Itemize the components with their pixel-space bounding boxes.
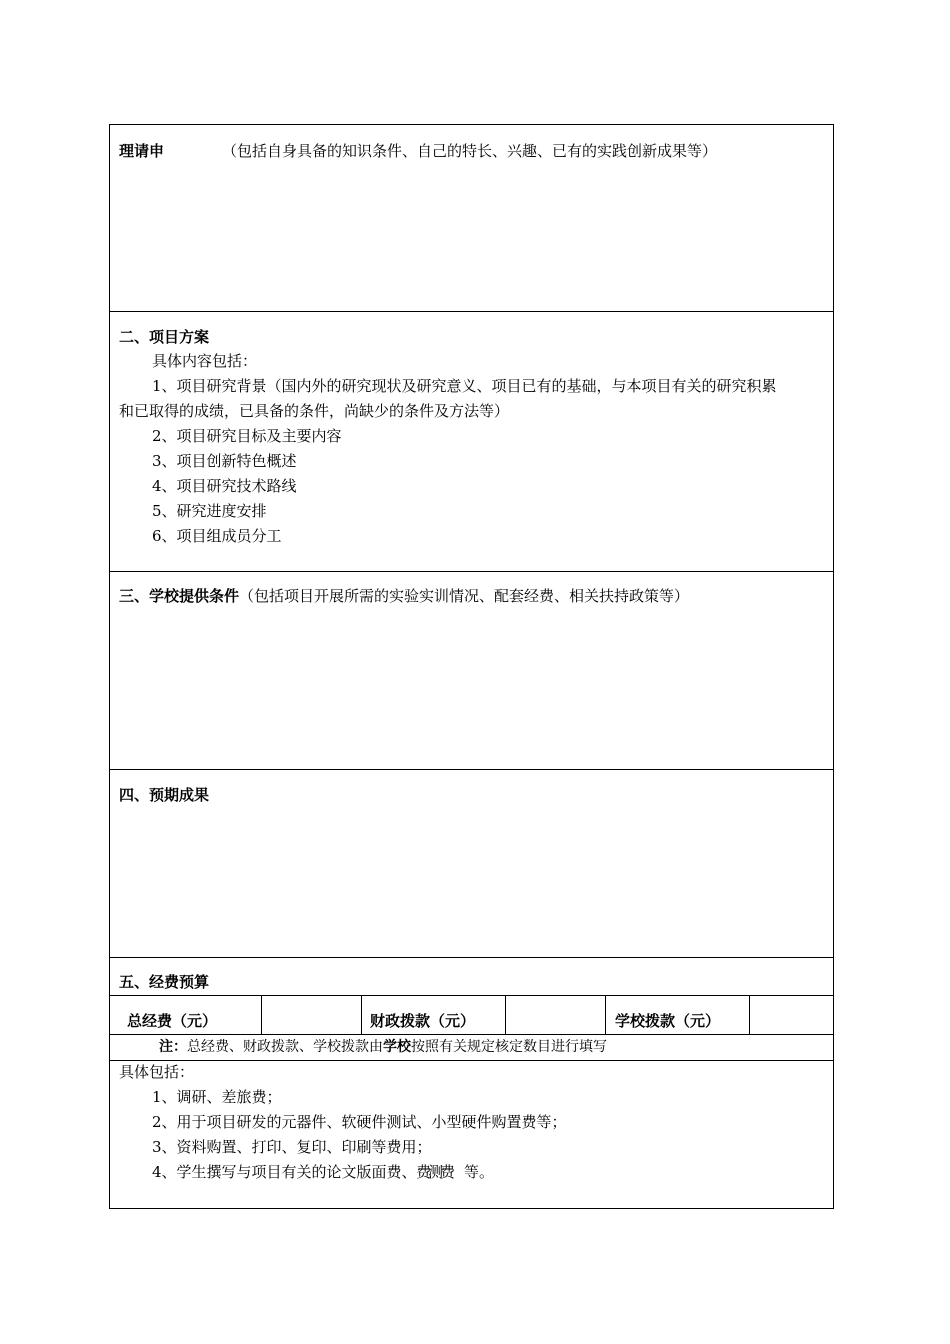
s2-item1-line2: 和已取得的成绩，已具备的条件，尚缺少的条件及方法等） (119, 402, 510, 420)
s2-item5: 5、研究进度安排 (152, 502, 267, 520)
divider-budget-header (110, 995, 833, 996)
budget-detail-4-text: 4、学生撰写与项目有关的论文版面费、 (152, 1163, 417, 1181)
budget-detail-1: 1、调研、差旅费； (152, 1088, 282, 1106)
s2-heading: 二、项目方案 (119, 328, 210, 346)
s1-note: （包括自身具备的知识条件、自己的特长、兴趣、已有的实践创新成果等） (222, 142, 718, 160)
divider-s4-s5 (110, 957, 833, 958)
budget-note (159, 1037, 607, 1057)
s4-heading: 四、预期成果 (119, 786, 210, 804)
application-form-table (109, 124, 834, 1209)
s2-item1-line1: 1、项目研究背景（国内外的研究现状及研究意义、项目已有的基础，与本项目有关的研究积累 (152, 377, 777, 395)
budget-detail-3: 3、资料购置、打印、复印、印刷等费用； (152, 1138, 432, 1156)
budget-school-label: 学校拨款（元） (615, 1012, 721, 1030)
divider-s2-s3 (110, 571, 833, 572)
s1-heading: 理请申 (119, 142, 165, 160)
budget-total-label: 总经费（元） (127, 1012, 218, 1030)
divider-budget-row (110, 1034, 833, 1035)
budget-col-line-4 (605, 995, 606, 1034)
s2-item6: 6、项目组成员分工 (152, 527, 282, 545)
budget-detail-4 (152, 1162, 417, 1182)
s3-heading-line (119, 586, 689, 606)
s2-intro: 具体内容包括： (152, 352, 258, 370)
s2-item2: 2、项目研究目标及主要内容 (152, 427, 342, 445)
budget-detail-intro: 具体包括： (119, 1063, 195, 1081)
budget-col-line-3 (505, 995, 506, 1034)
budget-col-line-2 (361, 995, 362, 1034)
s2-item3: 3、项目创新特色概述 (152, 452, 297, 470)
budget-note-part2: 按照有关规定核定数目进行填写 (411, 1039, 607, 1055)
s2-item4: 4、项目研究技术路线 (152, 477, 297, 495)
budget-note-bold: 学校 (383, 1039, 411, 1055)
budget-detail-2: 2、用于项目研发的元器件、软硬件测试、小型硬件购置费等； (152, 1113, 567, 1131)
budget-detail-4-end: 等。 (464, 1163, 495, 1181)
budget-finance-label: 财政拨款（元） (370, 1012, 476, 1030)
s5-heading: 五、经费预算 (119, 973, 210, 991)
budget-note-prefix: 注： (159, 1039, 187, 1055)
s3-heading: 三、学校提供条件 (119, 587, 240, 605)
budget-note-part1: 总经费、财政拨款、学校拨款由 (187, 1039, 383, 1055)
divider-budget-note (110, 1060, 833, 1061)
s3-note: （包括项目开展所需的实验实训情况、配套经费、相关扶持政策等） (239, 587, 690, 605)
divider-s3-s4 (110, 769, 833, 770)
budget-col-line-5 (749, 995, 750, 1034)
divider-s1-s2 (110, 311, 833, 312)
budget-detail-4-overlap: 费测费 (416, 1163, 453, 1181)
budget-col-line-1 (261, 995, 262, 1034)
